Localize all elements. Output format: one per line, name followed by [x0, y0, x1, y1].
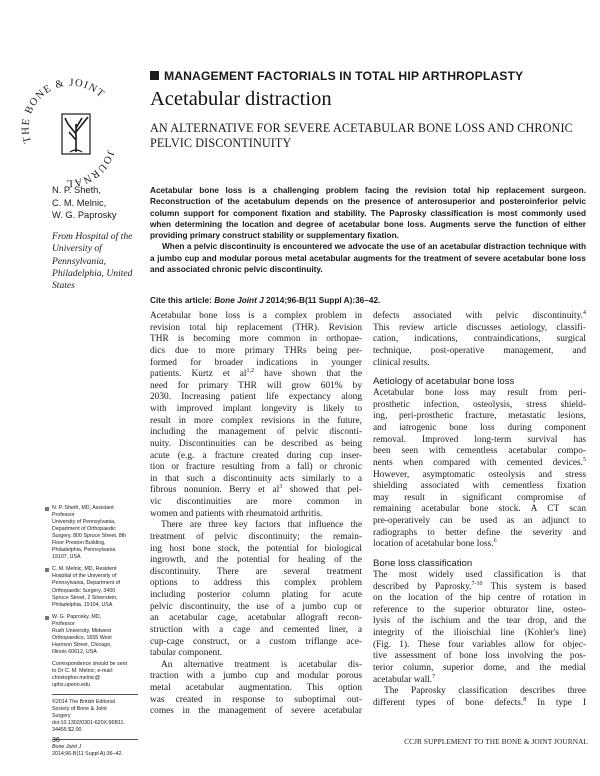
body-line: including posterior column plating for acute: [150, 590, 362, 600]
note-line: Bone Joint J: [52, 744, 82, 751]
body-line: vic discontinuities are more common in: [150, 497, 362, 507]
citation-journal: Bone Joint J: [214, 296, 264, 305]
body-line: 2030. Increasing patient life expectancy along: [150, 392, 362, 403]
body-line: prosthetic infection, osteolysis, stress shield-: [373, 399, 586, 410]
reference-superscript[interactable]: 7-10: [471, 580, 483, 587]
reference-superscript[interactable]: 7: [432, 673, 436, 680]
affiliation: [52, 231, 140, 292]
note-line: 19107, USA: [52, 554, 81, 561]
body-line: The most widely used classification is that: [373, 569, 586, 580]
body-column-1: [150, 311, 362, 718]
note-line: Philadelphia, 19104, USA: [52, 601, 113, 608]
note-line: to Dr C. M. Melnic; e-mail:: [52, 667, 114, 674]
section-subheading: Aetiology of acetabular bone loss: [373, 376, 515, 388]
body-line: was created in response to suboptimal out-: [150, 694, 362, 705]
body-line: cation, indications, contraindications, surgical: [373, 334, 586, 345]
section-subheading: Bone loss classification: [373, 557, 473, 569]
body-line: pelvic discontinuity, the use of a jumbo cup or: [150, 601, 362, 612]
body-line: [373, 539, 586, 551]
abstract: [150, 185, 586, 275]
author-name: N. P. Sheth,: [52, 185, 101, 195]
body-line: comes in the management of severe acetabular: [150, 706, 362, 717]
author-notes: [52, 505, 144, 758]
note-line: Society of Bone & Joint: [52, 706, 107, 713]
body-line: in that such a discontinuity acts similarly to a: [150, 473, 362, 484]
divider: [52, 694, 138, 695]
note-line: Orthopaedics, 1655 West: [52, 634, 112, 641]
body-text: This system is based: [482, 581, 586, 592]
note-line: 34455 $2.00: [52, 727, 82, 734]
article-subtitle: AN ALTERNATIVE FOR SEVERE ACETABULAR BONE LOSS AND CHRONIC PELVIC DISCONTINUITY: [150, 121, 573, 150]
body-line: been seen with cementless acetabular compo-: [373, 446, 586, 457]
affiliation-line: From Hospital of the: [52, 231, 133, 242]
body-line: on the location of the hip centre of rotation in: [373, 593, 586, 604]
body-line: pre-operatively can be used as an adjunct to: [373, 516, 586, 526]
body-line: terior column, superior dome, and the medial: [373, 662, 586, 673]
running-footer: CCJR SUPPLEMENT TO THE BONE & JOINT JOURNAL: [404, 737, 588, 746]
note-line: Rush University, Midwest: [52, 627, 112, 634]
body-line: An alternative treatment is acetabular dis-: [161, 659, 362, 670]
email-link[interactable]: christopher.melnic@: [52, 675, 101, 682]
note-line: N. P. Sheth, MD, Assistant: [52, 505, 114, 511]
body-text: defects associated with pelvic discontinuity.: [373, 311, 583, 321]
body-line: clinical results.: [373, 357, 430, 368]
body-column-2: [373, 311, 586, 709]
body-line: metal acetabular augmentation. This option: [150, 683, 362, 693]
note-line: doi:10.1302/0301-620X.96B11.: [52, 720, 125, 727]
body-line: treatment of pelvic discontinuity; the remain-: [150, 531, 362, 542]
body-line: remaining acetabular bone stock. A CT scan: [373, 504, 586, 515]
note-line: 2014;96-B(11 Suppl A):36–42.: [52, 751, 123, 758]
body-text: location of acetabular bone loss.: [373, 539, 494, 550]
note-line: Orthopaedic Surgery, 3400: [52, 587, 116, 594]
body-line: and iatrogenic bone loss during component: [373, 423, 586, 433]
article-title: Acetabular distraction: [150, 88, 332, 110]
body-text: described by Paprosky.: [373, 581, 472, 592]
note-line: Illinois 60612, USA: [52, 648, 97, 655]
note-line: Surgery, 800 Spruce Street, 8th: [52, 533, 127, 540]
section-heading-text: MANAGEMENT FACTORIALS IN TOTAL HIP ARTHROPLASTY: [164, 69, 524, 83]
body-line: However, asymptomatic osteolysis and stress: [373, 469, 586, 480]
body-line: acute (e.g. a fracture created during cup inser-: [150, 450, 362, 461]
body-line: This review article discusses aetiology, classifi-: [373, 322, 586, 333]
author-name: W. G. Paprosky: [52, 210, 117, 220]
note-line: Floor Preston Building,: [52, 540, 106, 547]
author-list: [52, 184, 140, 222]
reference-superscript[interactable]: 3: [279, 484, 283, 491]
body-line: [373, 675, 586, 687]
body-line: [373, 698, 586, 710]
body-line: radiographs to better define the severity and: [373, 527, 586, 538]
email-link[interactable]: uphs.upenn.edu: [52, 682, 90, 689]
affiliation-line: Pennsylvania,: [52, 255, 107, 267]
square-bullet-icon: [45, 616, 49, 620]
body-line: tive assessment of bone loss involving the pos-: [373, 651, 586, 662]
note-line: Department of Orthopaedic: [52, 526, 116, 533]
body-text: different types of bone defects.: [373, 697, 524, 708]
author-note: [52, 566, 144, 608]
body-line: removal. Improved long-term survival has: [373, 434, 586, 445]
body-line: [150, 369, 362, 381]
body-line: tion or fracture resulting from a fall) or chronic: [150, 462, 362, 473]
body-line: discontinuity. There are several treatment: [150, 566, 362, 577]
body-line: dics due to more primary THRs being per-: [150, 345, 362, 356]
citation-label: Cite this article:: [150, 296, 215, 305]
body-line: lysis of the ischium and the tear drop, and the: [373, 616, 586, 627]
body-line: need for primary THR will grow 601% by: [150, 380, 362, 391]
reference-superscript[interactable]: 5: [583, 456, 586, 463]
body-line: revision total hip replacement (THR). Revision: [150, 322, 362, 333]
body-line: ing, peri-prosthetic fracture, metastatic lesions,: [373, 411, 586, 422]
body-line: an acetabular cage, acetabular allograft recon-: [150, 613, 362, 624]
note-line: W. G. Paprosky, MD,: [52, 613, 102, 620]
body-line: There are three key factors that influence the: [161, 520, 362, 531]
author-name: C. M. Melnic,: [52, 197, 107, 208]
body-line: [373, 582, 586, 594]
author-note: [52, 614, 144, 656]
logo-text-bottom: JOURNAL: [65, 149, 116, 188]
note-line: Professor: [52, 620, 75, 627]
author-note: [52, 505, 144, 561]
body-line: THR is becoming more common in orthopae-: [150, 334, 362, 345]
logo-tree-icon: [62, 114, 90, 154]
body-line: Acetabular bone loss is a complex problem in: [150, 311, 362, 321]
correspondence: [52, 661, 144, 689]
body-line: ing host bone stock, the potential for biological: [150, 543, 362, 554]
body-line: ingrowth, and the potential for healing of the: [150, 555, 362, 566]
note-line: Philadelphia, Pennsylvania: [52, 547, 116, 554]
square-bullet-icon: [150, 71, 159, 80]
body-line: Acetabular bone loss may result from peri-: [373, 388, 586, 399]
abstract-paragraph: Acetabular bone loss is a challenging problem facing the revision total hip replacement surgeon. Reconstruction of the acetabulum depends on the presence of anterosuperior and posteroinferior pelvic column support for component fixation and stability. The Paprosky classification is most commonly used when determining the location and degree of acetabular bone loss. Augments serve the function of either providing primary construct stability or supplementary fixation.: [150, 186, 586, 241]
body-line: [150, 485, 362, 497]
body-text: showed that pel-: [282, 485, 363, 496]
body-line: (Fig. 1). These four variables allow for objec-: [373, 639, 586, 650]
body-line: may result in significant compromise of: [373, 492, 586, 503]
body-line: tabular component.: [150, 648, 223, 659]
note-line: Surgery: [52, 713, 71, 720]
logo-text-top: THE BONE & JOINT: [20, 77, 107, 145]
body-line: options to address this complex problem: [150, 578, 362, 589]
body-line: women and patients with rheumatoid arthritis.: [150, 508, 323, 519]
citation-ref: 2014;96-B(11 Suppl A):36–42.: [263, 296, 381, 305]
body-line: including the management of pelvic disconti-: [150, 427, 362, 438]
body-text: In type I: [526, 697, 586, 708]
reference-superscript[interactable]: 1,2: [246, 368, 255, 375]
note-line: Hospital of the University of: [52, 573, 117, 580]
reference-superscript[interactable]: 6: [493, 538, 497, 545]
body-text: acetabular wall.: [373, 674, 433, 685]
square-bullet-icon: [45, 507, 49, 511]
abstract-paragraph: When a pelvic discontinuity is encountered we advocate the use of an acetabular distraction technique with a jumbo cup and modular porous metal acetabular augments for the treatment of severe acetabular bone loss and associated chronic pelvic discontinuity.: [150, 242, 586, 275]
body-line: formed for broader indications in younger: [150, 357, 362, 368]
affiliation-line: States: [52, 280, 75, 292]
citation: [150, 296, 586, 305]
body-line: traction with a jumbo cup and modular porous: [150, 671, 362, 682]
body-line: integrity of the ilioischial line (Kohler's line): [373, 628, 586, 638]
body-line: reference to the superior obturator line, osteo-: [373, 604, 586, 615]
body-line: with improved implant longevity is likely to: [150, 404, 362, 414]
body-text: fibrous nonunion. Berry et al: [150, 485, 280, 496]
note-line: ©2014 The British Editorial: [52, 699, 115, 706]
body-line: [373, 458, 586, 470]
body-line: shielding associated with cementless fixation: [373, 481, 586, 492]
note-line: Spruce Street, 2 Silverstein,: [52, 594, 118, 601]
note-line: Harrison Street, Chicago,: [52, 641, 112, 648]
page-number: 36: [52, 737, 60, 744]
body-text: have shown that the: [254, 369, 362, 380]
body-line: technique, post-operative management, and: [373, 345, 586, 356]
note-line: C. M. Melnic, MD, Resident: [52, 566, 117, 573]
body-text: nents when compared with cemented devices.: [373, 457, 583, 468]
journal-reference: [52, 744, 144, 758]
note-line: University of Pennsylvania,: [52, 519, 116, 526]
body-line: [373, 311, 586, 323]
note-line: Correspondence should be sent: [52, 660, 128, 667]
body-line: result in more complex revisions in the future,: [150, 415, 362, 426]
note-line: Professor: [52, 512, 75, 519]
body-line: nuity. Discontinuities can be described as being: [150, 438, 362, 449]
divider: [52, 739, 138, 740]
affiliation-line: Philadelphia, United: [52, 267, 133, 279]
body-line: struction with a cage and cemented liner, a: [150, 624, 362, 635]
affiliation-line: University of: [52, 243, 102, 255]
body-text: patients. Kurtz et al: [150, 369, 247, 380]
square-bullet-icon: [45, 568, 49, 572]
reference-superscript[interactable]: 4: [583, 309, 586, 316]
journal-logo: [8, 62, 134, 188]
section-heading: [150, 69, 590, 83]
note-line: Pennsylvania, Department of: [52, 580, 121, 587]
body-line: cup-cage construct, or a custom triflange ace-: [150, 636, 362, 647]
copyright: [52, 699, 144, 734]
reference-superscript[interactable]: 8: [523, 696, 527, 703]
body-line: The Paprosky classification describes three: [384, 686, 586, 697]
